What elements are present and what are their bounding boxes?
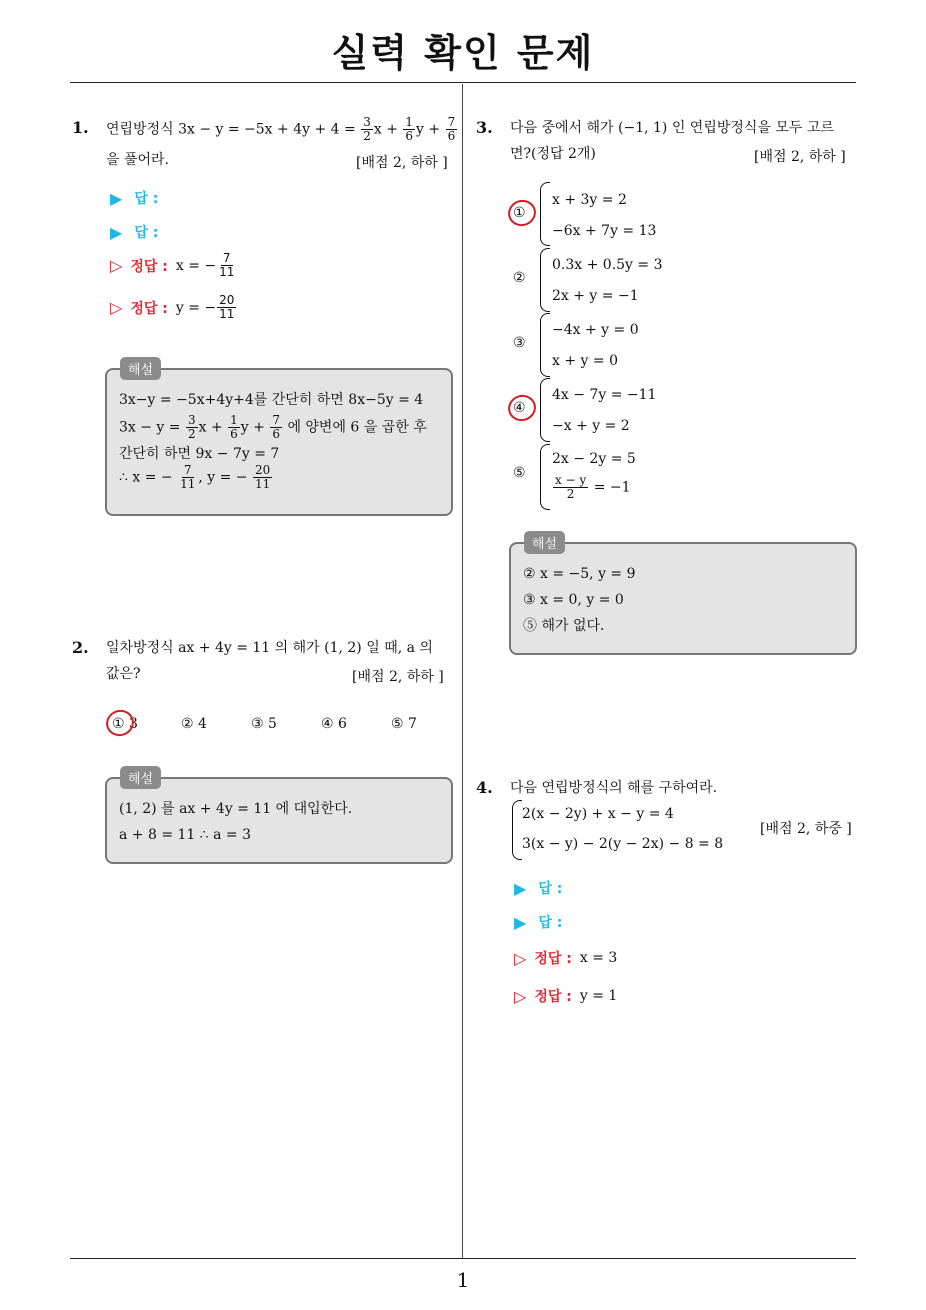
question-1-text-b: 을 풀어라. [106,152,169,168]
answer-label: 답 : [134,225,159,241]
q2-solution-line-1: (1, 2) 를 ax + 4y = 11 에 대입한다. [119,801,353,817]
q3-solution-line-1: ② x = −5, y = 9 [523,566,636,582]
outline-triangle-icon: ▷ [110,298,123,317]
system-brace [512,800,522,860]
answer-label: 답 : [538,881,563,897]
play-icon: ▶ [514,912,527,932]
correct-value: y = − [175,299,217,316]
header-rule [70,82,856,83]
q3-solution-box [509,542,857,655]
q3-option-2-eq1: 0.3x + 0.5y = 3 [552,257,663,273]
q2-choice-1[interactable]: ① 3 [112,716,138,732]
q2-choice-4[interactable]: ④ 6 [321,716,347,732]
correct-value: x = − [175,257,217,274]
answer-label: 답 : [134,191,159,207]
q4-correct-x [514,948,617,968]
q1-answer-1[interactable] [110,188,158,208]
question-1-meta: [배점 2, 하하 ] [356,155,448,171]
q4-eq1: 2(x − 2y) + x − y = 4 [522,806,674,822]
question-3-meta: [배점 2, 하하 ] [754,149,846,165]
answer-label: 답 : [538,915,563,931]
q2-choice-5[interactable]: ⑤ 7 [391,716,417,732]
footer-rule [70,1258,856,1259]
question-1-text [106,116,458,143]
correct-label: 정답 : [130,258,168,275]
q4-eq2: 3(x − y) − 2(y − 2x) − 8 = 8 [522,836,724,852]
q1-y-plus: y + [416,121,441,138]
frac-x-minus-y-over-2: $\frac{x - y}{2}$ [555,473,587,501]
question-2-text-a: 일차방정식 ax + 4y = 11 의 해가 (1, 2) 일 때, a 의 [106,640,433,656]
q3-solution-line-3: ⑤ 해가 없다. [523,618,605,634]
q3-option-2-eq2: 2x + y = −1 [552,288,639,304]
q3-option-5-eq1: 2x − 2y = 5 [552,451,636,467]
q1-correct-y [110,294,237,321]
question-3-text-a: 다음 중에서 해가 (−1, 1) 인 연립방정식을 모두 고르 [510,120,834,136]
q3-option-3-mark[interactable]: ③ [513,335,526,351]
question-2-text-b: 값은? [106,666,141,682]
q2-solution-tag: 해설 [120,766,161,789]
system-brace [540,313,550,377]
question-3-text-b: 면?(정답 2개) [510,146,596,162]
outline-triangle-icon: ▷ [514,986,527,1006]
selected-circle-mark [103,706,138,739]
play-icon: ▶ [110,222,123,242]
q1-solution-line-2: 3x − y = $\frac{3}{2}$ x + $\frac{1}{6}$ y + $\frac{7}{6}$ 에 양변에 6 을 곱한 후 [119,413,427,441]
q3-option-5-eq2: $\frac{x - y}{2}$ = −1 [555,473,631,501]
q3-option-1-eq1: x + 3y = 2 [552,192,627,208]
selected-circle-mark [505,391,540,424]
q1-solution-tag: 해설 [120,357,161,380]
question-1-number: 1. [72,118,89,137]
correct-value: x = 3 [579,950,618,966]
q3-option-4-eq2: −x + y = 2 [552,418,630,434]
system-brace [540,182,550,246]
q4-answer-2[interactable] [514,912,562,932]
question-4-meta: [배점 2, 하중 ] [760,821,852,837]
q2-solution-box [105,777,453,864]
column-divider [462,84,463,1259]
question-4-text: 다음 연립방정식의 해를 구하여라. [510,780,718,796]
outline-triangle-icon: ▷ [514,948,527,968]
question-2-meta: [배점 2, 하하 ] [352,669,444,685]
play-icon: ▶ [514,878,527,898]
q3-option-4-eq1: 4x − 7y = −11 [552,387,657,403]
frac-7-11: $\frac{7}{11}$ [219,251,235,279]
frac-7-6: $\frac{7}{6}$ [447,115,456,143]
frac-20-11: $\frac{20}{11}$ [219,293,235,321]
correct-label: 정답 : [130,300,168,317]
q3-option-5-mark[interactable]: ⑤ [513,465,526,481]
q4-answer-1[interactable] [514,878,562,898]
q1-solution-line-4: ∴ x = − $\frac{7}{11}$ , y = − $\frac{20}{11}$ [119,463,271,491]
q3-option-1-mark[interactable]: ① [513,205,526,221]
q3-option-3-eq2: x + y = 0 [552,353,618,369]
page-title: 실력 확인 문제 [331,31,595,75]
q1-correct-x [110,252,237,279]
correct-label: 정답 : [534,989,572,1005]
outline-triangle-icon: ▷ [110,256,123,275]
frac-1-6: $\frac{1}{6}$ [405,115,414,143]
q2-choice-2[interactable]: ② 4 [181,716,207,732]
q1-solution-line-1: 3x−y = −5x+4y+4를 간단히 하면 8x−5y = 4 [119,392,424,408]
question-3-number: 3. [476,118,493,137]
q2-choice-3[interactable]: ③ 5 [251,716,277,732]
q2-solution-line-2: a + 8 = 11 ∴ a = 3 [119,827,252,843]
question-4-number: 4. [476,778,493,797]
q1-solution-box [105,368,453,516]
selected-circle-mark [505,196,540,229]
q4-correct-y [514,986,617,1006]
q3-solution-tag: 해설 [524,531,565,554]
q1-solution-line-3: 간단히 하면 9x − 7y = 7 [119,446,280,462]
frac-3-2: $\frac{3}{2}$ [363,115,371,143]
play-icon: ▶ [110,188,123,208]
system-brace [540,378,550,442]
q1-x-plus: x + [373,121,398,138]
question-2-number: 2. [72,638,89,657]
q3-solution-line-2: ③ x = 0, y = 0 [523,592,624,608]
correct-value: y = 1 [579,988,618,1004]
system-brace [540,444,550,510]
q3-option-3-eq1: −4x + y = 0 [552,322,639,338]
q3-option-2-mark[interactable]: ② [513,270,526,286]
q3-option-1-eq2: −6x + 7y = 13 [552,223,657,239]
system-brace [540,248,550,312]
correct-label: 정답 : [534,951,572,967]
page-number: 1 [456,1268,470,1292]
q1-text-a: 연립방정식 3x − y = −5x + 4y + 4 = [106,121,356,138]
q1-answer-2[interactable] [110,222,158,242]
q3-option-4-mark[interactable]: ④ [513,400,526,416]
